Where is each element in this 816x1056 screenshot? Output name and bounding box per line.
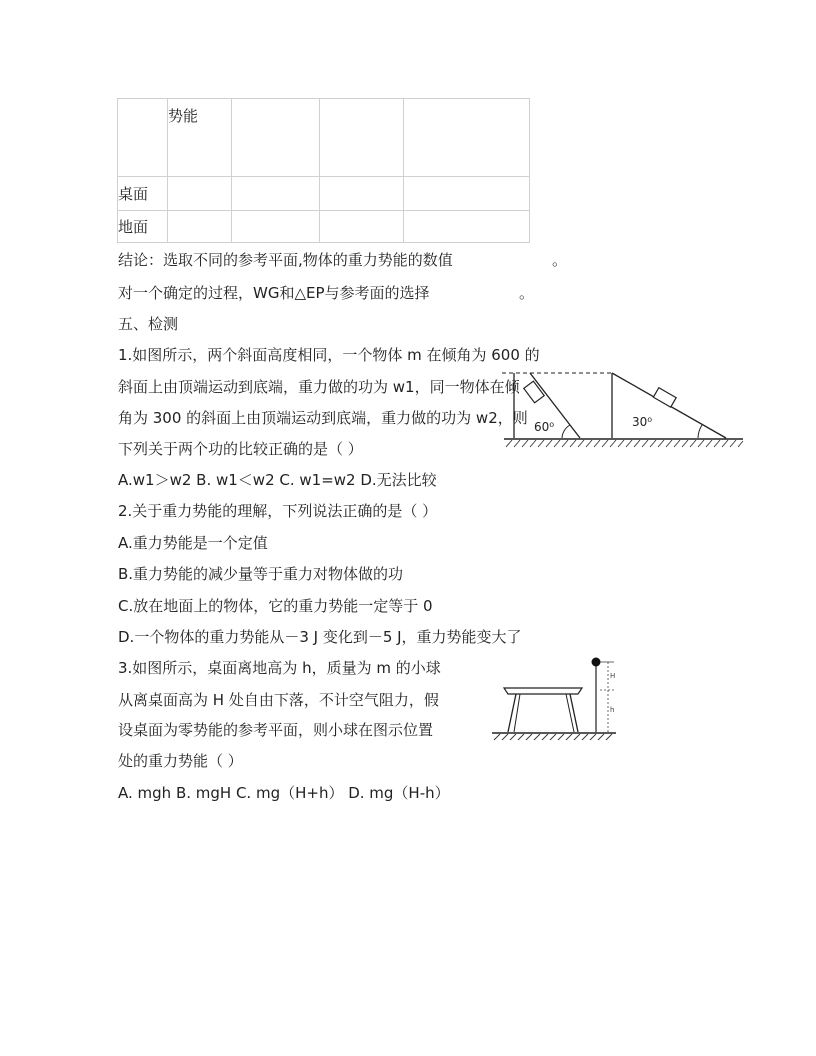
ball-icon [592,658,601,667]
height-h-label: h [610,706,615,714]
incline-figure [500,368,745,454]
table-top [504,688,582,694]
conclusion-line-1: 结论：选取不同的参考平面,物体的重力势能的数值 [118,251,453,269]
q3-line-2: 从离桌面高为 H 处自由下落，不计空气阻力，假 [118,691,439,709]
table-ball-figure [490,654,620,746]
q2-option-b: B.重力势能的减少量等于重力对物体做的功 [118,565,404,583]
table-header-energy: 势能 [168,99,232,177]
height-H-label: H [610,672,616,680]
q3-line-3: 设桌面为零势能的参考平面，则小球在图示位置 [118,721,434,739]
angle-30-label: 30⁰ [632,415,653,429]
table-cell [404,177,530,211]
conclusion-2-period: 。 [519,284,535,302]
q3-line-4: 处的重力势能（ ） [118,752,243,770]
q1-line-1: 1.如图所示，两个斜面高度相同，一个物体 m 在倾角为 600 的 [118,346,540,364]
table-row-ground: 地面 [118,211,168,243]
conclusion-line-2: 对一个确定的过程，WG和△EP与参考面的选择 [118,284,430,302]
table-cell [320,177,404,211]
table-corner-cell [118,99,168,177]
incline-60 [514,373,580,438]
angle-60-label: 60⁰ [534,420,555,434]
table-cell [232,211,320,243]
table-cell [404,211,530,243]
q1-line-4: 下列关于两个功的比较正确的是（ ） [118,440,363,458]
q1-options: A.w1＞w2 B. w1＜w2 C. w1=w2 D.无法比较 [118,471,437,489]
table-cell [168,211,232,243]
q3-options: A. mgh B. mgH C. mg（H+h） D. mg（H-h） [118,784,450,802]
table-cell [320,99,404,177]
table-cell [168,177,232,211]
section-title: 五、检测 [118,315,179,333]
q2-option-c: C.放在地面上的物体，它的重力势能一定等于 0 [118,597,433,615]
conclusion-1-period: 。 [552,251,568,269]
incline-30 [612,373,726,438]
q3-line-1: 3.如图所示，桌面离地高为 h，质量为 m 的小球 [118,659,441,677]
table-cell [404,99,530,177]
q2-option-a: A.重力势能是一个定值 [118,534,268,552]
table-cell [232,177,320,211]
table-row-desk: 桌面 [118,177,168,211]
ground-hatch [504,439,743,447]
q2-option-d: D.一个物体的重力势能从－3 J 变化到－5 J，重力势能变大了 [118,628,522,646]
q2-stem: 2.关于重力势能的理解，下列说法正确的是（ ） [118,502,438,520]
potential-energy-table [117,98,530,243]
q1-line-3: 角为 300 的斜面上由顶端运动到底端，重力做的功为 w2，则 [118,409,528,427]
q1-line-2: 斜面上由顶端运动到底端，重力做的功为 w1，同一物体在倾 [118,378,520,396]
table-cell [320,211,404,243]
table-cell [232,99,320,177]
